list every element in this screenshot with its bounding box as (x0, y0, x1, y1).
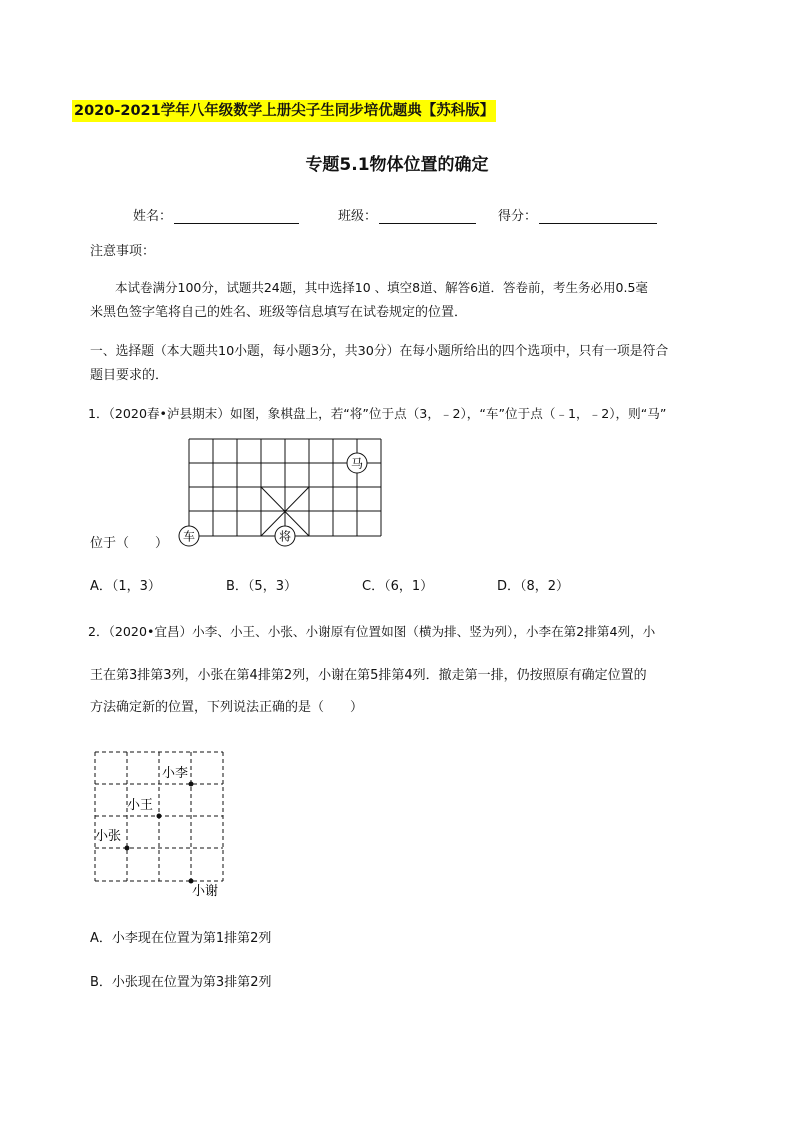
q1-option-d[interactable]: D．（8，2） (497, 579, 570, 594)
q2-stem-line-1: 2．（2020•宜昌）小李、小王、小张、小谢原有位置如图（横为排、竖为列），小李在第2排第4列，小 (88, 624, 656, 639)
piece-ma (347, 453, 367, 473)
q2-stem-line-2: 王在第3排第3列，小张在第4排第2列，小谢在第5排第4列．撤走第一排，仍按照原有确定位置的 (90, 668, 647, 683)
seating-grid-diagram (88, 745, 233, 900)
label-xiao-xie: 小谢 (192, 884, 219, 899)
name-label: 姓名： (133, 209, 173, 224)
name-field (133, 205, 299, 224)
section-1-line-2: 题目要求的． (90, 368, 169, 383)
class-blank[interactable] (379, 209, 476, 224)
piece-jiang-label: 将 (278, 529, 292, 544)
q1-option-b[interactable]: B．（5，3） (226, 579, 297, 594)
point-xiao-li (162, 765, 194, 787)
q2-stem-line-3: 方法确定新的位置，下列说法正确的是（ ） (90, 700, 364, 715)
class-field (338, 205, 476, 224)
point-xiao-xie (189, 879, 219, 900)
q1-stem-end: 位于（ ） (90, 536, 169, 551)
score-field (498, 205, 657, 224)
q1-option-a[interactable]: A．（1，3） (90, 579, 161, 594)
point-xiao-wang (127, 798, 162, 819)
chessboard-diagram (170, 432, 385, 552)
notice-line-2: 米黑色签字笔将自己的姓名、班级等信息填写在试卷规定的位置． (90, 305, 468, 320)
label-xiao-wang: 小王 (127, 798, 154, 813)
section-1-line-1: 一、选择题（本大题共10小题，每小题3分，共30分）在每小题所给出的四个选项中，只有一项是符合 (90, 344, 669, 359)
notice-line-1: 本试卷满分100分，试题共24题，其中选择10 、填空8道、解答6道．答卷前，考生务必用0.5毫 (115, 280, 648, 295)
class-label: 班级： (338, 209, 378, 224)
notice-heading: 注意事项： (90, 244, 156, 259)
q1-stem: 1．（2020春•泸县期末）如图，象棋盘上，若“将”位于点（3，﹣2），“车”位于点（﹣1，﹣2），则“马” (88, 406, 667, 421)
piece-che (179, 526, 199, 546)
series-title: 2020-2021学年八年级数学上册尖子生同步培优题典【苏科版】 (72, 100, 496, 122)
piece-jiang (275, 526, 295, 546)
page-title: 专题5.1物体位置的确定 (305, 155, 489, 175)
piece-che-label: 车 (182, 529, 196, 544)
chessboard-grid (189, 439, 381, 536)
name-blank[interactable] (174, 209, 299, 224)
q2-option-a[interactable]: A．小李现在位置为第1排第2列 (90, 931, 272, 946)
piece-ma-label: 马 (350, 456, 364, 471)
label-xiao-zhang: 小张 (95, 829, 122, 844)
score-blank[interactable] (539, 209, 657, 224)
q1-option-c[interactable]: C．（6，1） (362, 579, 434, 594)
label-xiao-li: 小李 (162, 766, 189, 781)
q2-option-b[interactable]: B．小张现在位置为第3排第2列 (90, 975, 272, 990)
point-xiao-zhang (95, 829, 130, 851)
score-label: 得分： (498, 209, 538, 224)
